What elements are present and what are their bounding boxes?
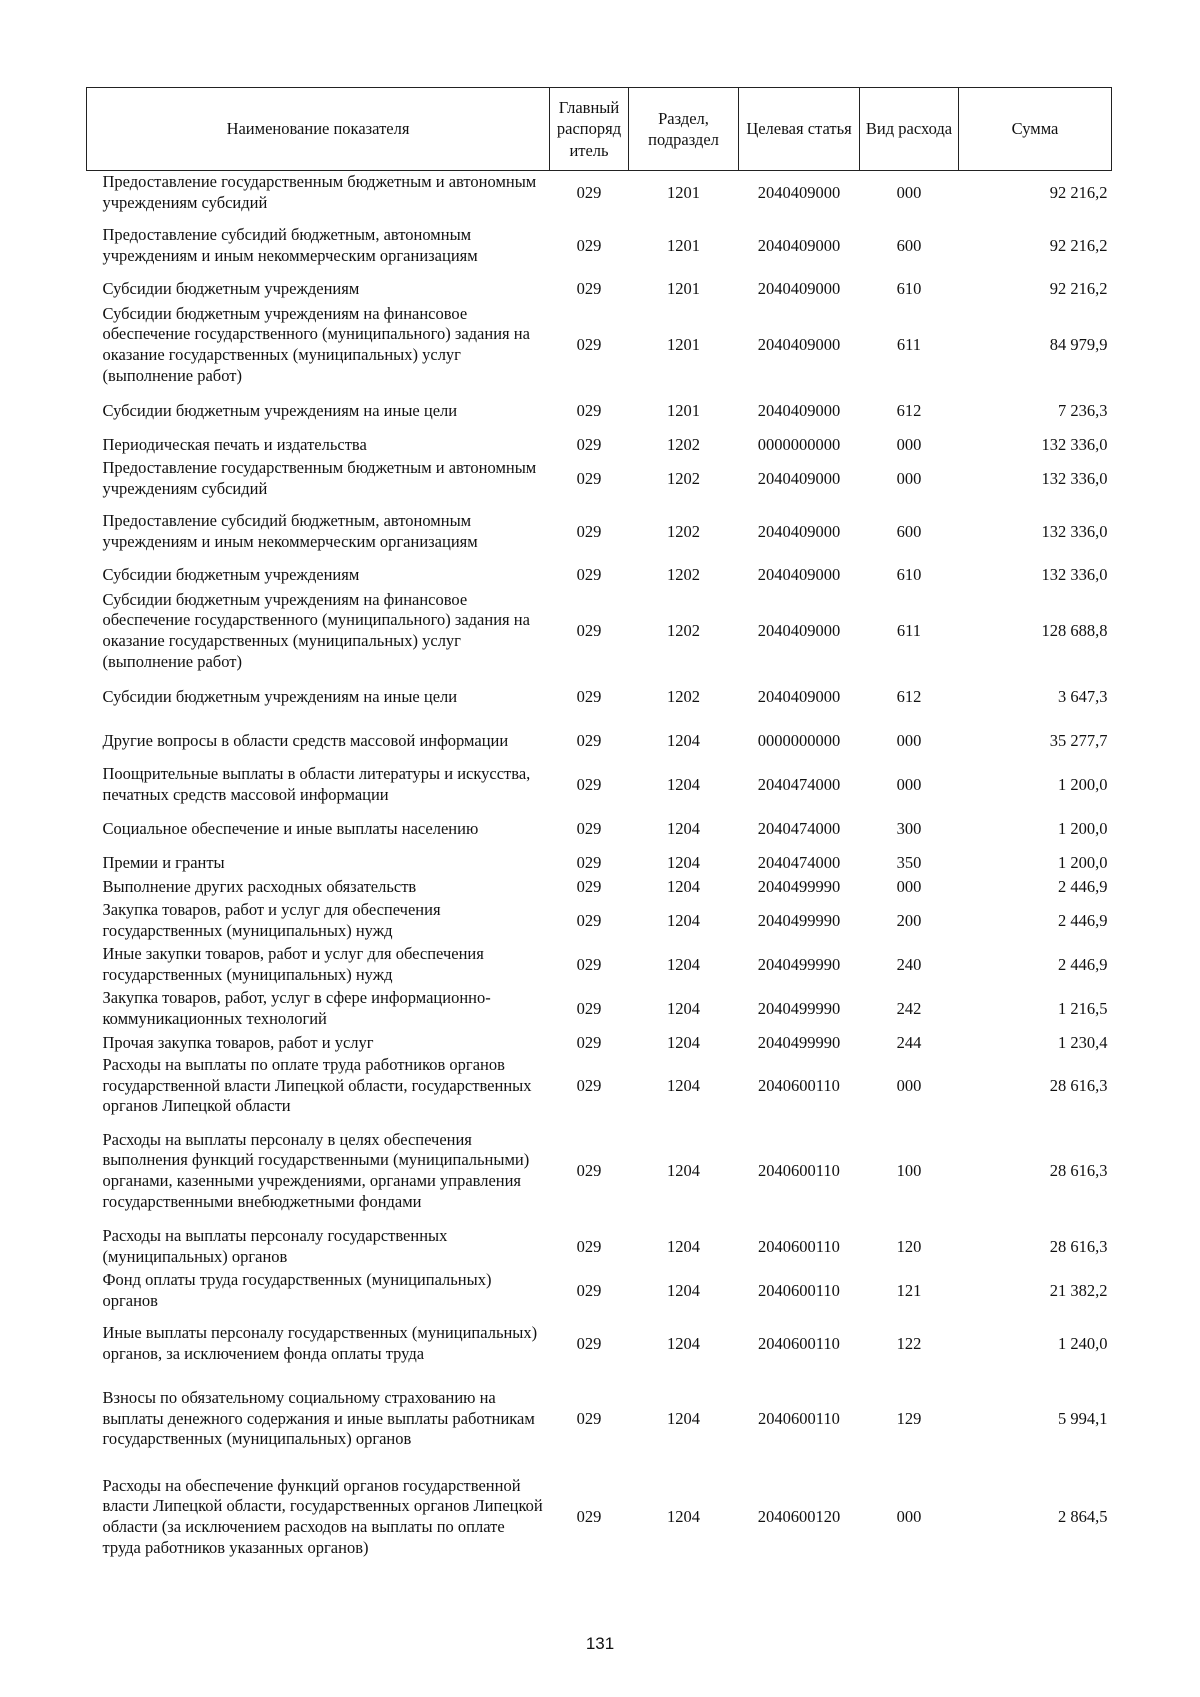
table-row (87, 457, 1112, 501)
cell-razdel: 1202 (667, 521, 700, 541)
cell-grbs: 029 (576, 434, 602, 454)
cell-expense-type: 120 (896, 1236, 922, 1256)
table-row (87, 301, 1112, 389)
table-row (87, 807, 1112, 851)
cell-razdel: 1201 (667, 334, 700, 354)
table-header (87, 88, 1112, 171)
table-row (87, 1313, 1112, 1375)
table-row (87, 1375, 1112, 1463)
cell-target-article: 2040474000 (757, 774, 841, 794)
cell-expense-type: 242 (896, 998, 922, 1018)
cell-expense-type: 612 (896, 686, 922, 706)
cell-grbs: 029 (576, 954, 602, 974)
table-row (87, 215, 1112, 277)
cell-name: Субсидии бюджетным учреждениям (102, 278, 360, 298)
cell-target-article: 2040600120 (757, 1506, 841, 1526)
cell-sum: 35 277,7 (1049, 730, 1108, 750)
cell-grbs: 029 (576, 998, 602, 1018)
cell-expense-type: 350 (896, 852, 922, 872)
cell-expense-type: 200 (896, 910, 922, 930)
cell-name: Поощрительные выплаты в области литературы и искусства, печатных средств массовой информации (102, 764, 531, 804)
cell-target-article: 2040409000 (757, 235, 841, 255)
cell-sum: 92 216,2 (1049, 235, 1108, 255)
table-row (87, 433, 1112, 457)
cell-expense-type: 000 (896, 774, 922, 794)
header-target-article: Целевая статья (739, 88, 860, 171)
header-name: Наименование показателя (87, 88, 550, 171)
cell-expense-type: 000 (896, 434, 922, 454)
table-row (87, 1269, 1112, 1313)
cell-sum: 28 616,3 (1049, 1236, 1108, 1256)
cell-sum: 1 200,0 (1058, 852, 1108, 872)
cell-name: Фонд оплаты труда государственных (муниципальных) органов (102, 1270, 492, 1310)
cell-target-article: 2040499990 (757, 1032, 841, 1052)
cell-sum: 3 647,3 (1058, 686, 1108, 706)
cell-expense-type: 000 (896, 730, 922, 750)
cell-expense-type: 000 (896, 876, 922, 896)
cell-grbs: 029 (576, 278, 602, 298)
cell-name: Периодическая печать и издательства (102, 434, 367, 454)
cell-razdel: 1204 (667, 1075, 700, 1095)
cell-name: Закупка товаров, работ, услуг в сфере информационно-коммуникационных технологий (102, 988, 491, 1028)
cell-grbs: 029 (576, 1408, 602, 1428)
cell-target-article: 2040474000 (757, 818, 841, 838)
table-row (87, 277, 1112, 301)
cell-name: Субсидии бюджетным учреждениям на финансовое обеспечение государственного (муниципального) задания на оказание государственных (муниципальных) услуг (выполнение работ) (102, 303, 530, 385)
cell-grbs: 029 (576, 774, 602, 794)
cell-target-article: 2040409000 (757, 278, 841, 298)
table-row (87, 1117, 1112, 1225)
cell-target-article: 2040409000 (757, 620, 841, 640)
cell-sum: 21 382,2 (1049, 1280, 1108, 1300)
cell-name: Субсидии бюджетным учреждениям на финансовое обеспечение государственного (муниципального) задания на оказание государственных (муниципальных) услуг (выполнение работ) (102, 589, 530, 671)
cell-grbs: 029 (576, 564, 602, 584)
cell-target-article: 2040600110 (758, 1160, 840, 1180)
cell-target-article: 2040474000 (757, 852, 841, 872)
cell-grbs: 029 (576, 876, 602, 896)
cell-sum: 132 336,0 (1041, 434, 1108, 454)
table-row (87, 501, 1112, 563)
cell-expense-type: 300 (896, 818, 922, 838)
cell-grbs: 029 (576, 910, 602, 930)
cell-razdel: 1201 (667, 235, 700, 255)
cell-sum: 1 230,4 (1058, 1032, 1108, 1052)
cell-sum: 7 236,3 (1058, 400, 1108, 420)
table-row (87, 875, 1112, 899)
cell-name: Субсидии бюджетным учреждениям на иные цели (102, 686, 458, 706)
cell-name: Выполнение других расходных обязательств (102, 876, 417, 896)
table-body (87, 171, 1112, 1572)
cell-grbs: 029 (576, 468, 602, 488)
cell-expense-type: 000 (896, 1075, 922, 1095)
header-expense-type: Вид расхода (860, 88, 959, 171)
cell-razdel: 1202 (667, 686, 700, 706)
cell-name: Расходы на выплаты персоналу в целях обеспечения выполнения функций государственными (муниципальными) органами, казенными учреждениями, органами управления государственными внебюджетными фондами (102, 1129, 530, 1211)
cell-name: Предоставление государственным бюджетным и автономным учреждениям субсидий (102, 172, 537, 212)
cell-name: Другие вопросы в области средств массовой информации (102, 730, 509, 750)
cell-razdel: 1204 (667, 818, 700, 838)
cell-name: Иные выплаты персоналу государственных (муниципальных) органов, за исключением фонда оплаты труда (102, 1323, 538, 1363)
cell-sum: 1 200,0 (1058, 818, 1108, 838)
cell-name: Премии и гранты (102, 852, 225, 872)
cell-razdel: 1204 (667, 730, 700, 750)
cell-name: Предоставление субсидий бюджетным, автономным учреждениям и иным некоммерческим организациям (102, 225, 478, 265)
table-row (87, 389, 1112, 433)
cell-razdel: 1204 (667, 1506, 700, 1526)
cell-target-article: 2040409000 (757, 521, 841, 541)
cell-razdel: 1202 (667, 564, 700, 584)
cell-sum: 132 336,0 (1041, 521, 1108, 541)
table-row (87, 171, 1112, 216)
table-row (87, 1463, 1112, 1571)
cell-grbs: 029 (576, 1160, 602, 1180)
cell-razdel: 1204 (667, 1160, 700, 1180)
cell-razdel: 1204 (667, 1408, 700, 1428)
cell-razdel: 1204 (667, 876, 700, 896)
cell-target-article: 2040499990 (757, 998, 841, 1018)
cell-razdel: 1204 (667, 774, 700, 794)
cell-razdel: 1204 (667, 1280, 700, 1300)
cell-name: Субсидии бюджетным учреждениям на иные цели (102, 400, 458, 420)
cell-razdel: 1204 (667, 1032, 700, 1052)
cell-name: Субсидии бюджетным учреждениям (102, 564, 360, 584)
cell-razdel: 1204 (667, 1236, 700, 1256)
table-row (87, 1225, 1112, 1269)
cell-name: Прочая закупка товаров, работ и услуг (102, 1032, 374, 1052)
table-row (87, 763, 1112, 807)
cell-expense-type: 612 (896, 400, 922, 420)
cell-sum: 1 200,0 (1058, 774, 1108, 794)
cell-target-article: 2040409000 (757, 182, 841, 202)
cell-grbs: 029 (576, 334, 602, 354)
cell-razdel: 1204 (667, 998, 700, 1018)
cell-target-article: 2040600110 (758, 1280, 840, 1300)
cell-target-article: 2040600110 (758, 1236, 840, 1256)
cell-name: Иные закупки товаров, работ и услуг для обеспечения государственных (муниципальных) нужд (102, 944, 484, 984)
cell-sum: 132 336,0 (1041, 564, 1108, 584)
cell-expense-type: 000 (896, 1506, 922, 1526)
cell-razdel: 1204 (667, 852, 700, 872)
cell-expense-type: 100 (896, 1160, 922, 1180)
cell-target-article: 2040600110 (758, 1408, 840, 1428)
cell-target-article: 0000000000 (757, 434, 841, 454)
cell-name: Предоставление субсидий бюджетным, автономным учреждениям и иным некоммерческим организациям (102, 511, 478, 551)
cell-grbs: 029 (576, 1075, 602, 1095)
table-row (87, 587, 1112, 675)
cell-razdel: 1202 (667, 434, 700, 454)
table-row (87, 851, 1112, 875)
cell-expense-type: 611 (896, 620, 922, 640)
cell-target-article: 2040409000 (757, 400, 841, 420)
cell-target-article: 2040409000 (757, 564, 841, 584)
cell-grbs: 029 (576, 521, 602, 541)
cell-sum: 2 864,5 (1058, 1506, 1108, 1526)
budget-table (86, 87, 1112, 1571)
cell-grbs: 029 (576, 182, 602, 202)
cell-target-article: 2040499990 (757, 954, 841, 974)
cell-expense-type: 000 (896, 468, 922, 488)
cell-sum: 92 216,2 (1049, 278, 1108, 298)
cell-razdel: 1202 (667, 468, 700, 488)
cell-name: Предоставление государственным бюджетным и автономным учреждениям субсидий (102, 458, 537, 498)
cell-sum: 28 616,3 (1049, 1075, 1108, 1095)
cell-expense-type: 600 (896, 521, 922, 541)
cell-razdel: 1201 (667, 400, 700, 420)
cell-target-article: 2040409000 (757, 468, 841, 488)
cell-expense-type: 610 (896, 278, 922, 298)
cell-sum: 2 446,9 (1058, 910, 1108, 930)
cell-sum: 28 616,3 (1049, 1160, 1108, 1180)
cell-target-article: 2040600110 (758, 1333, 840, 1353)
cell-target-article: 2040600110 (758, 1075, 840, 1095)
cell-grbs: 029 (576, 620, 602, 640)
header-sum: Сумма (959, 88, 1112, 171)
table-row (87, 899, 1112, 943)
cell-grbs: 029 (576, 686, 602, 706)
cell-expense-type: 244 (896, 1032, 922, 1052)
cell-name: Закупка товаров, работ и услуг для обеспечения государственных (муниципальных) нужд (102, 900, 441, 940)
table-row (87, 1055, 1112, 1117)
cell-razdel: 1201 (667, 278, 700, 298)
cell-target-article: 2040409000 (757, 686, 841, 706)
cell-name: Социальное обеспечение и иные выплаты населению (102, 818, 479, 838)
cell-expense-type: 611 (896, 334, 922, 354)
cell-name: Расходы на выплаты персоналу государственных (муниципальных) органов (102, 1226, 448, 1266)
cell-sum: 5 994,1 (1058, 1408, 1108, 1428)
cell-grbs: 029 (576, 818, 602, 838)
cell-sum: 2 446,9 (1058, 876, 1108, 896)
table-row (87, 987, 1112, 1031)
cell-expense-type: 122 (896, 1333, 922, 1353)
cell-expense-type: 000 (896, 182, 922, 202)
cell-target-article: 0000000000 (757, 730, 841, 750)
table-row (87, 719, 1112, 763)
cell-expense-type: 129 (896, 1408, 922, 1428)
cell-grbs: 029 (576, 1236, 602, 1256)
page-number: 131 (585, 1634, 615, 1653)
cell-razdel: 1201 (667, 182, 700, 202)
cell-grbs: 029 (576, 1333, 602, 1353)
header-grbs: Главный распоряд итель (550, 88, 629, 171)
cell-sum: 2 446,9 (1058, 954, 1108, 974)
cell-grbs: 029 (576, 235, 602, 255)
cell-expense-type: 121 (896, 1280, 922, 1300)
cell-expense-type: 610 (896, 564, 922, 584)
cell-razdel: 1204 (667, 1333, 700, 1353)
cell-razdel: 1202 (667, 620, 700, 640)
cell-grbs: 029 (576, 1032, 602, 1052)
table-row (87, 1031, 1112, 1055)
cell-sum: 84 979,9 (1049, 334, 1108, 354)
cell-grbs: 029 (576, 400, 602, 420)
cell-grbs: 029 (576, 1280, 602, 1300)
cell-target-article: 2040409000 (757, 334, 841, 354)
cell-razdel: 1204 (667, 910, 700, 930)
cell-sum: 1 216,5 (1058, 998, 1108, 1018)
cell-name: Расходы на выплаты по оплате труда работников органов государственной власти Липецкой области, государственных органов Липецкой области (102, 1055, 532, 1116)
cell-target-article: 2040499990 (757, 876, 841, 896)
table-row (87, 943, 1112, 987)
cell-sum: 132 336,0 (1041, 468, 1108, 488)
cell-razdel: 1204 (667, 954, 700, 974)
cell-name: Расходы на обеспечение функций органов государственной власти Липецкой области, государственных органов Липецкой области (за исключением расходов на выплаты по оплате труда работников указанных органов) (102, 1475, 543, 1557)
cell-grbs: 029 (576, 852, 602, 872)
table-row (87, 675, 1112, 719)
table-row (87, 563, 1112, 587)
cell-grbs: 029 (576, 730, 602, 750)
cell-expense-type: 600 (896, 235, 922, 255)
cell-name: Взносы по обязательному социальному страхованию на выплаты денежного содержания и иные выплаты работникам государственных (муниципальных) органов (102, 1388, 535, 1449)
cell-target-article: 2040499990 (757, 910, 841, 930)
header-razdel: Раздел, подраздел (629, 88, 739, 171)
cell-sum: 128 688,8 (1041, 620, 1108, 640)
cell-expense-type: 240 (896, 954, 922, 974)
cell-sum: 1 240,0 (1058, 1333, 1108, 1353)
cell-sum: 92 216,2 (1049, 182, 1108, 202)
cell-grbs: 029 (576, 1506, 602, 1526)
